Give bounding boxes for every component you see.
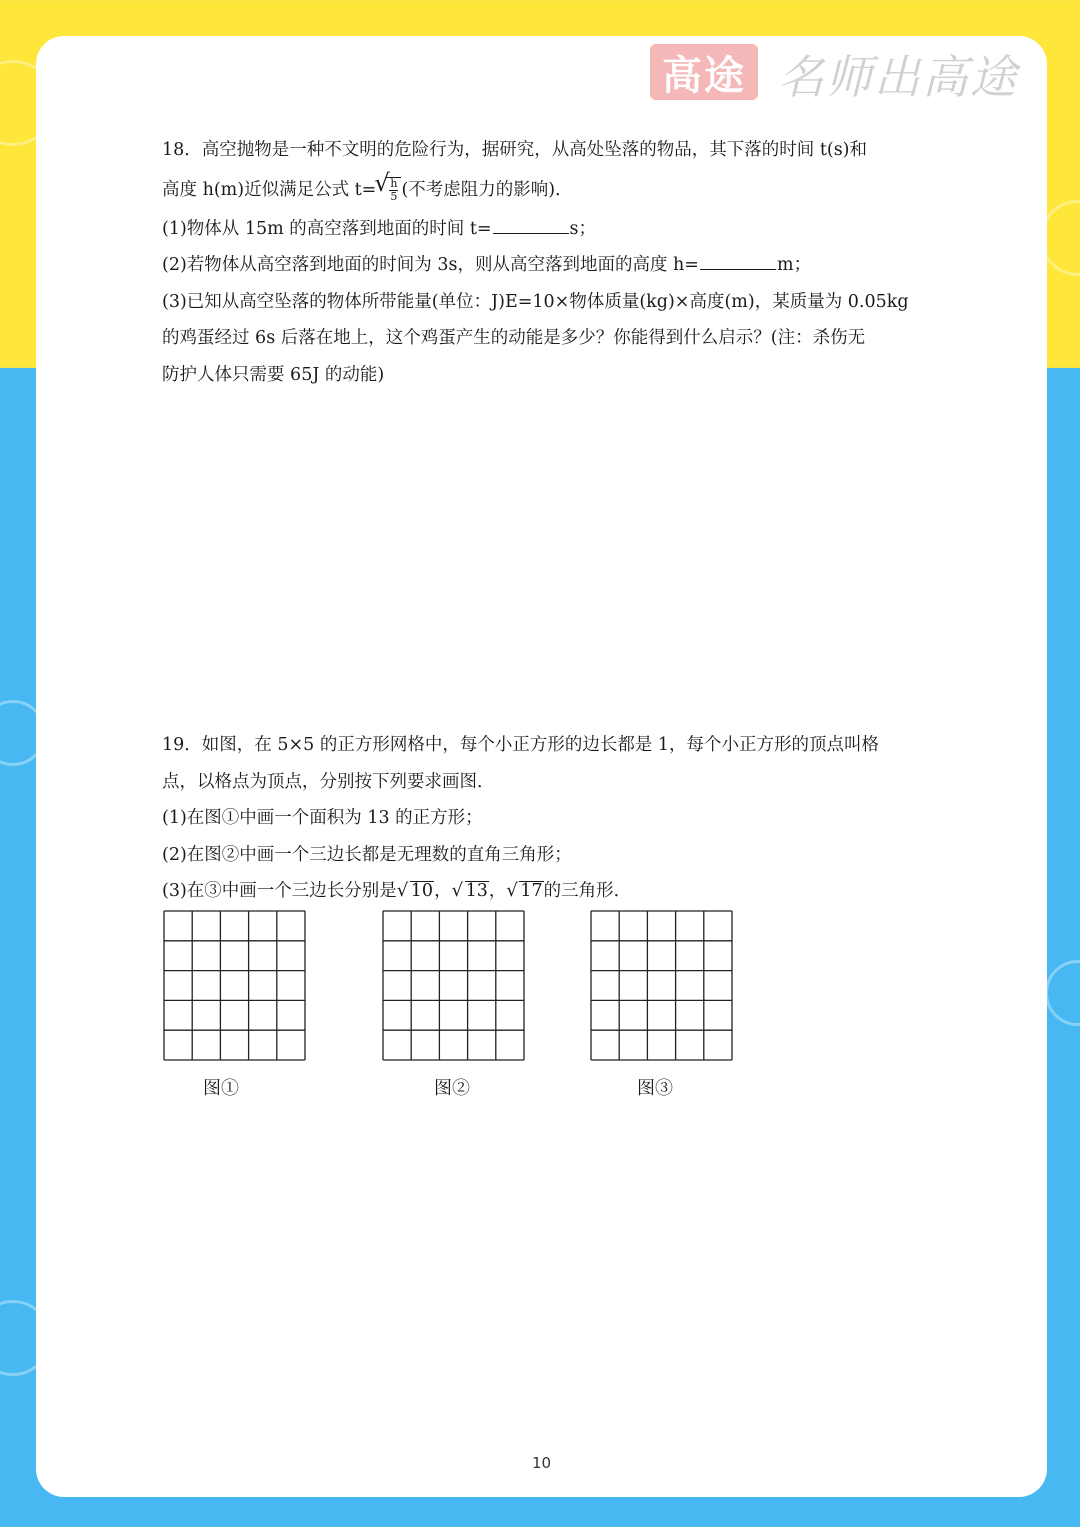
q18-formula-suffix: (不考虑阻力的影响)． <box>401 179 573 200</box>
separator: ， <box>434 881 452 901</box>
q19-part-2: (2)在图②中画一个三边长都是无理数的直角三角形； <box>162 844 572 865</box>
q18-part-3-line-2: 的鸡蛋经过 6s 后落在地上，这个鸡蛋产生的动能是多少？你能得到什么启示？(注：杀伤无 <box>162 328 866 348</box>
document-page <box>36 36 1047 1497</box>
q19-part-3-suffix: 的三角形． <box>543 881 632 901</box>
q19-line-2: 点，以格点为顶点，分别按下列要求画图． <box>162 771 495 792</box>
q18-part-2-unit: m； <box>776 255 812 275</box>
q19-part-3 <box>162 873 922 910</box>
q18-part-3-line-1: (3)已知从高空坠落的物体所带能量(单位：J)E=10×物体质量(kg)×高度(m)，某质量为 0.05kg <box>162 291 909 312</box>
separator: ， <box>488 881 507 901</box>
grid-figure-3[interactable] <box>590 910 733 1061</box>
sqrt-13: √ 13 <box>452 873 489 910</box>
sqrt-10: √ 10 <box>397 873 434 910</box>
brand-logo <box>650 44 758 100</box>
fraction-denominator: 5 <box>390 189 398 203</box>
sqrt-17: √ 17 <box>506 873 543 910</box>
page-number: 10 <box>531 1454 552 1472</box>
sqrt-formula <box>376 169 401 211</box>
answer-blank-height[interactable] <box>700 250 776 270</box>
brand-logo-text: 高途 <box>662 52 746 99</box>
answer-blank-time[interactable] <box>493 213 569 233</box>
q19-line-1: 19．如图，在 5×5 的正方形网格中，每个小正方形的边长都是 1，每个小正方形的顶点叫格 <box>162 735 880 755</box>
q18-line-2 <box>162 169 922 211</box>
q18-part-2 <box>162 247 922 284</box>
q18-part-1-text: (1)物体从 15m 的高空落到地面的时间 t= <box>162 218 492 239</box>
grid-label-3: 图③ <box>637 1078 673 1099</box>
grid-lines <box>382 910 525 1061</box>
grid-label-2: 图② <box>434 1078 470 1099</box>
q18-part-2-text: (2)若物体从高空落到地面的时间为 3s，则从高空落到地面的高度 h= <box>162 255 699 275</box>
q19-part-1: (1)在图①中画一个面积为 13 的正方形； <box>162 808 483 828</box>
fraction-numerator: √ h <box>390 176 398 190</box>
q18-part-1 <box>162 211 922 248</box>
question-19 <box>162 727 922 910</box>
grid-lines <box>163 910 306 1061</box>
grid-lines <box>590 910 733 1061</box>
grid-label-1: 图① <box>203 1078 239 1099</box>
grid-figure-1[interactable] <box>163 910 306 1061</box>
q18-line-1: 18．高空抛物是一种不文明的危险行为，据研究，从高处坠落的物品，其下落的时间 t(s)和 <box>162 140 867 160</box>
question-18 <box>162 132 922 393</box>
brand-slogan: 名师出高途 <box>778 50 1018 104</box>
background-decoration <box>1045 960 1080 1026</box>
q18-part-1-unit: s； <box>569 218 597 239</box>
q19-part-3-text: (3)在③中画一个三边长分别是 <box>162 881 397 901</box>
q18-formula-prefix: 高度 h(m)近似满足公式 t= <box>162 179 377 200</box>
q18-part-3-line-3: 防护人体只需要 65J 的动能) <box>162 364 385 385</box>
fraction-h-over-5 <box>389 178 398 203</box>
grid-figure-2[interactable] <box>382 910 525 1061</box>
